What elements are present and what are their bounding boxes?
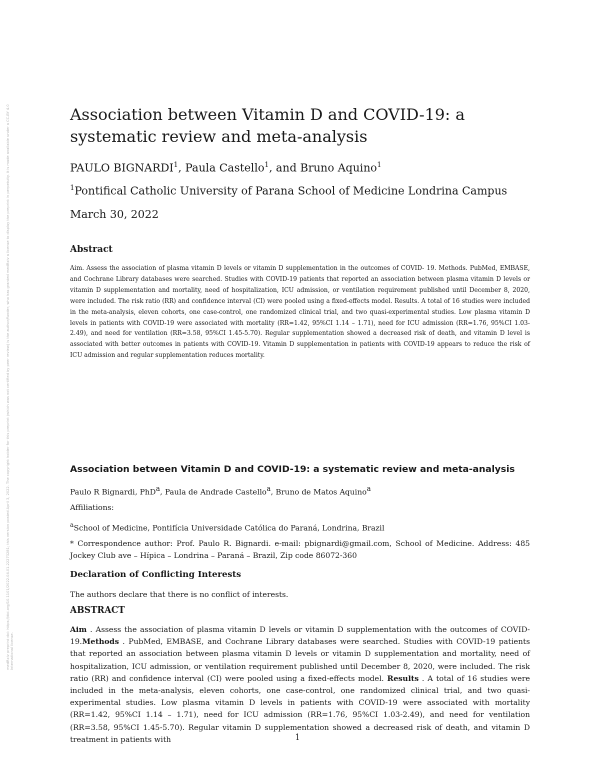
preprint-watermark: medRxiv preprint doi: https://doi.org/10.1101/2022.04.01.22273281; this version posted April 3, 2022. The copyright holder for this preprint (which was not certified by peer review) is the author/funder, who has granted medRxiv a license to display the preprint in perpetuity. It is made available under a CC-BY 4.0 International license. <box>6 104 14 670</box>
affiliation-detail <box>70 522 530 533</box>
results-text: . A total of 16 studies were included in the meta-analysis, eleven cohorts, one case-control, one randomized clinical trial, and two quasi-experimental studies. Low plasma vitamin D levels in patients with COVID-19 were associated with mortality (RR=1.42, 95%CI 1.14 – 1.71), need for ICU admission (RR=1.76, 95%CI 1.03-2.49), and need for ventilation (RR=3.58, 95%CI 1.45-5.70). Regular vitamin D supplementation showed a decreased risk of death, and vitamin D treatment in patients with <box>70 673 531 744</box>
affiliation-text: School of Medicine, Pontifícia Universidade Católica do Paraná, Londrina, Brazil <box>73 523 385 533</box>
affiliation-mark: 1 <box>70 184 75 192</box>
affiliation-text: Pontifical Catholic University of Parana School of Medicine Londrina Campus <box>74 184 508 198</box>
author-name: , Paula Castello <box>178 161 265 175</box>
aim-label: Aim <box>70 625 87 634</box>
author-name: , and Bruno Aquino <box>268 161 378 175</box>
methods-label: Methods <box>82 637 119 647</box>
author-affiliation-mark: 1 <box>377 161 382 169</box>
author-name: , Bruno de Matos Aquino <box>270 487 367 497</box>
page-number: 1 <box>295 733 301 742</box>
abstract-heading: Abstract <box>70 245 113 255</box>
affiliation <box>70 181 530 199</box>
aim-text: . Assess the association of plasma vitamin D levels or vitamin D supplementation with the outcomes of COVID- 19. <box>70 625 530 647</box>
results-label: Results <box>387 673 419 683</box>
author-name: PAULO BIGNARDI <box>70 161 174 175</box>
affiliations-label: Affiliations: <box>70 503 114 512</box>
abstract-body: Aim. Assess the association of plasma vitamin D levels or vitamin D supplementation in the outcomes of COVID- 19. Methods. PubMed, EMBASE, and Cochrane Library databases were searched. Studies with COVID-19 patients that reported an association between plasma vitamin D levels or vitamin D supplementation and mortality, need of hospitalization, ICU admission, or ventilation requirement published until December 8, 2020, were included. The risk ratio (RR) and confidence interval (CI) were pooled using a fixed-effects model. Results. A total of 16 studies were included in the meta-analysis, eleven cohorts, one case-control, one randomized clinical trial, and two quasi-experimental studies. Low plasma vitamin D levels in patients with COVID-19 were associated with mortality (RR=1.42, 95%CI 1.14 – 1.71), need for ICU admission (RR=1.76, 95%CI 1.03-2.49), and need for ventilation (RR=3.58, 95%CI 1.45-5.70). Regular supplementation showed a decreased risk of death, and vitamin D level is associated with better outcomes in patients with COVID-19. Vitamin D supplementation in patients with COVID-19 appears to reduce the risk of ICU admission and regular supplementation reduces mortality. <box>70 265 530 360</box>
author-affiliation-mark: a <box>366 485 371 493</box>
author-name: Paulo R Bignardi, PhD <box>70 487 156 497</box>
conflict-heading: Declaration of Conflicting Interests <box>70 570 242 580</box>
affiliation-mark: a <box>70 522 74 529</box>
author-affiliation-mark: 1 <box>173 161 179 169</box>
section-title: Association between Vitamin D and COVID-19: a systematic review and meta-analysis <box>70 464 515 475</box>
methods-text: . PubMed, EMBASE, and Cochrane Library databases were searched. Studies with COVID-19 patients that reported an association between plasma vitamin D levels or vitamin D supplementation and mortality, need of hospitalization, ICU admission, or ventilation requirement published until December 8, 2020, were included. The risk ratio (RR) and confidence interval (CI) were pooled using a fixed-effects model. <box>70 637 530 683</box>
publication-date: March 30, 2022 <box>70 208 159 221</box>
author-affiliation-mark: 1 <box>264 161 269 169</box>
abstract-section-heading: ABSTRACT <box>70 606 125 616</box>
author-affiliation-mark: a <box>155 485 161 493</box>
structured-abstract <box>70 624 530 746</box>
paper-title: Association between Vitamin D and COVID-19: a systematic review and meta-analysis <box>70 105 465 146</box>
author-line <box>70 484 530 498</box>
author-list <box>70 158 530 176</box>
author-affiliation-mark: a <box>266 485 271 493</box>
correspondence-note: * Correspondence author: Prof. Paulo R. Bignardi. e-mail: pbignardi@gmail.com, School of Medicine. Address: 485 Jockey Club ave – Hípica – Londrina – Paraná – Brazil, Zip code 86072-360 <box>70 539 530 560</box>
author-name: , Paula de Andrade Castello <box>160 487 267 497</box>
conflict-text: The authors declare that there is no conflict of interests. <box>70 590 289 599</box>
